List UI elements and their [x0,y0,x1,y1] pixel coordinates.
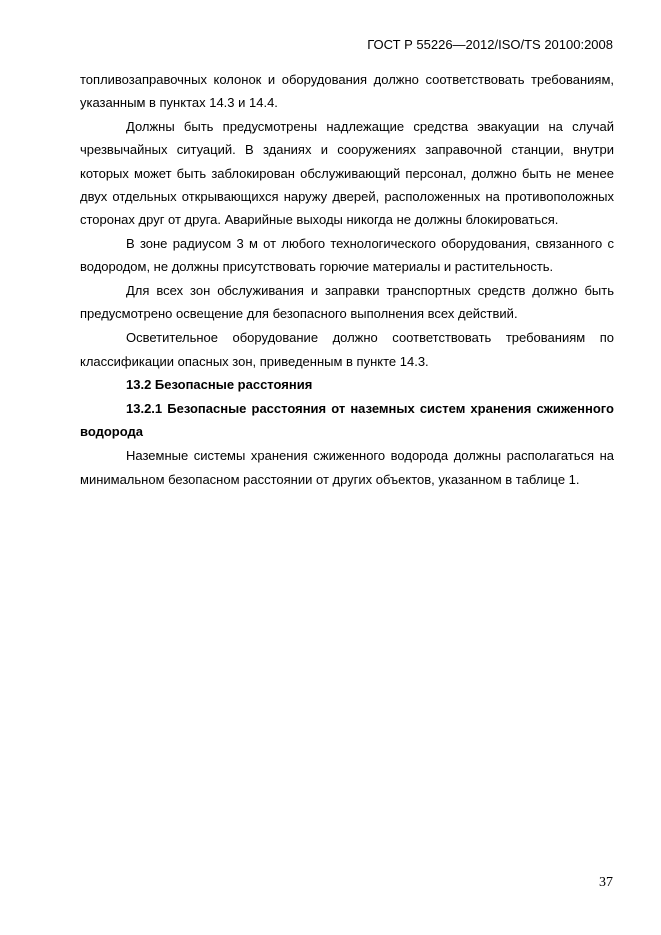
page-number: 37 [599,875,613,890]
paragraph-combustibles: В зоне радиусом 3 м от любого технологического оборудования, связанного с водородом, не должны присутствовать горючие материалы и растительность. [80,236,614,275]
paragraph-lighting: Для всех зон обслуживания и заправки транспортных средств должно быть предусмотрено освещение для безопасного выполнения всех действий. [80,283,614,322]
paragraph-storage-distances: Наземные системы хранения сжиженного водорода должны располагаться на минимальном безопасном расстоянии от других объектов, указанном в таблице 1. [80,448,614,487]
paragraph-lighting-equipment: Осветительное оборудование должно соответствовать требованиям по классификации опасных зон, приведенным в пункте 14.3. [80,330,614,369]
document-header: ГОСТ Р 55226—2012/ISO/TS 20100:2008 [367,37,613,52]
paragraph-fuel-dispensers: топливозаправочных колонок и оборудования должно соответствовать требованиям, указанным в пунктах 14.3 и 14.4. [80,72,614,111]
document-body [80,68,614,491]
subsection-heading: 13.2.1 Безопасные расстояния от наземных систем хранения сжиженного водорода [80,401,614,440]
section-heading: 13.2 Безопасные расстояния [126,377,313,393]
paragraph-evacuation: Должны быть предусмотрены надлежащие средства эвакуации на случай чрезвычайных ситуаций. В зданиях и сооружениях заправочной станции, внутри которых может быть заблокирован обслуживающий персонал, должно быть не менее двух отдельных открывающихся наружу дверей, расположенных на противоположных сторонах друг от друга. Аварийные выходы никогда не должны блокироваться. [80,119,614,228]
